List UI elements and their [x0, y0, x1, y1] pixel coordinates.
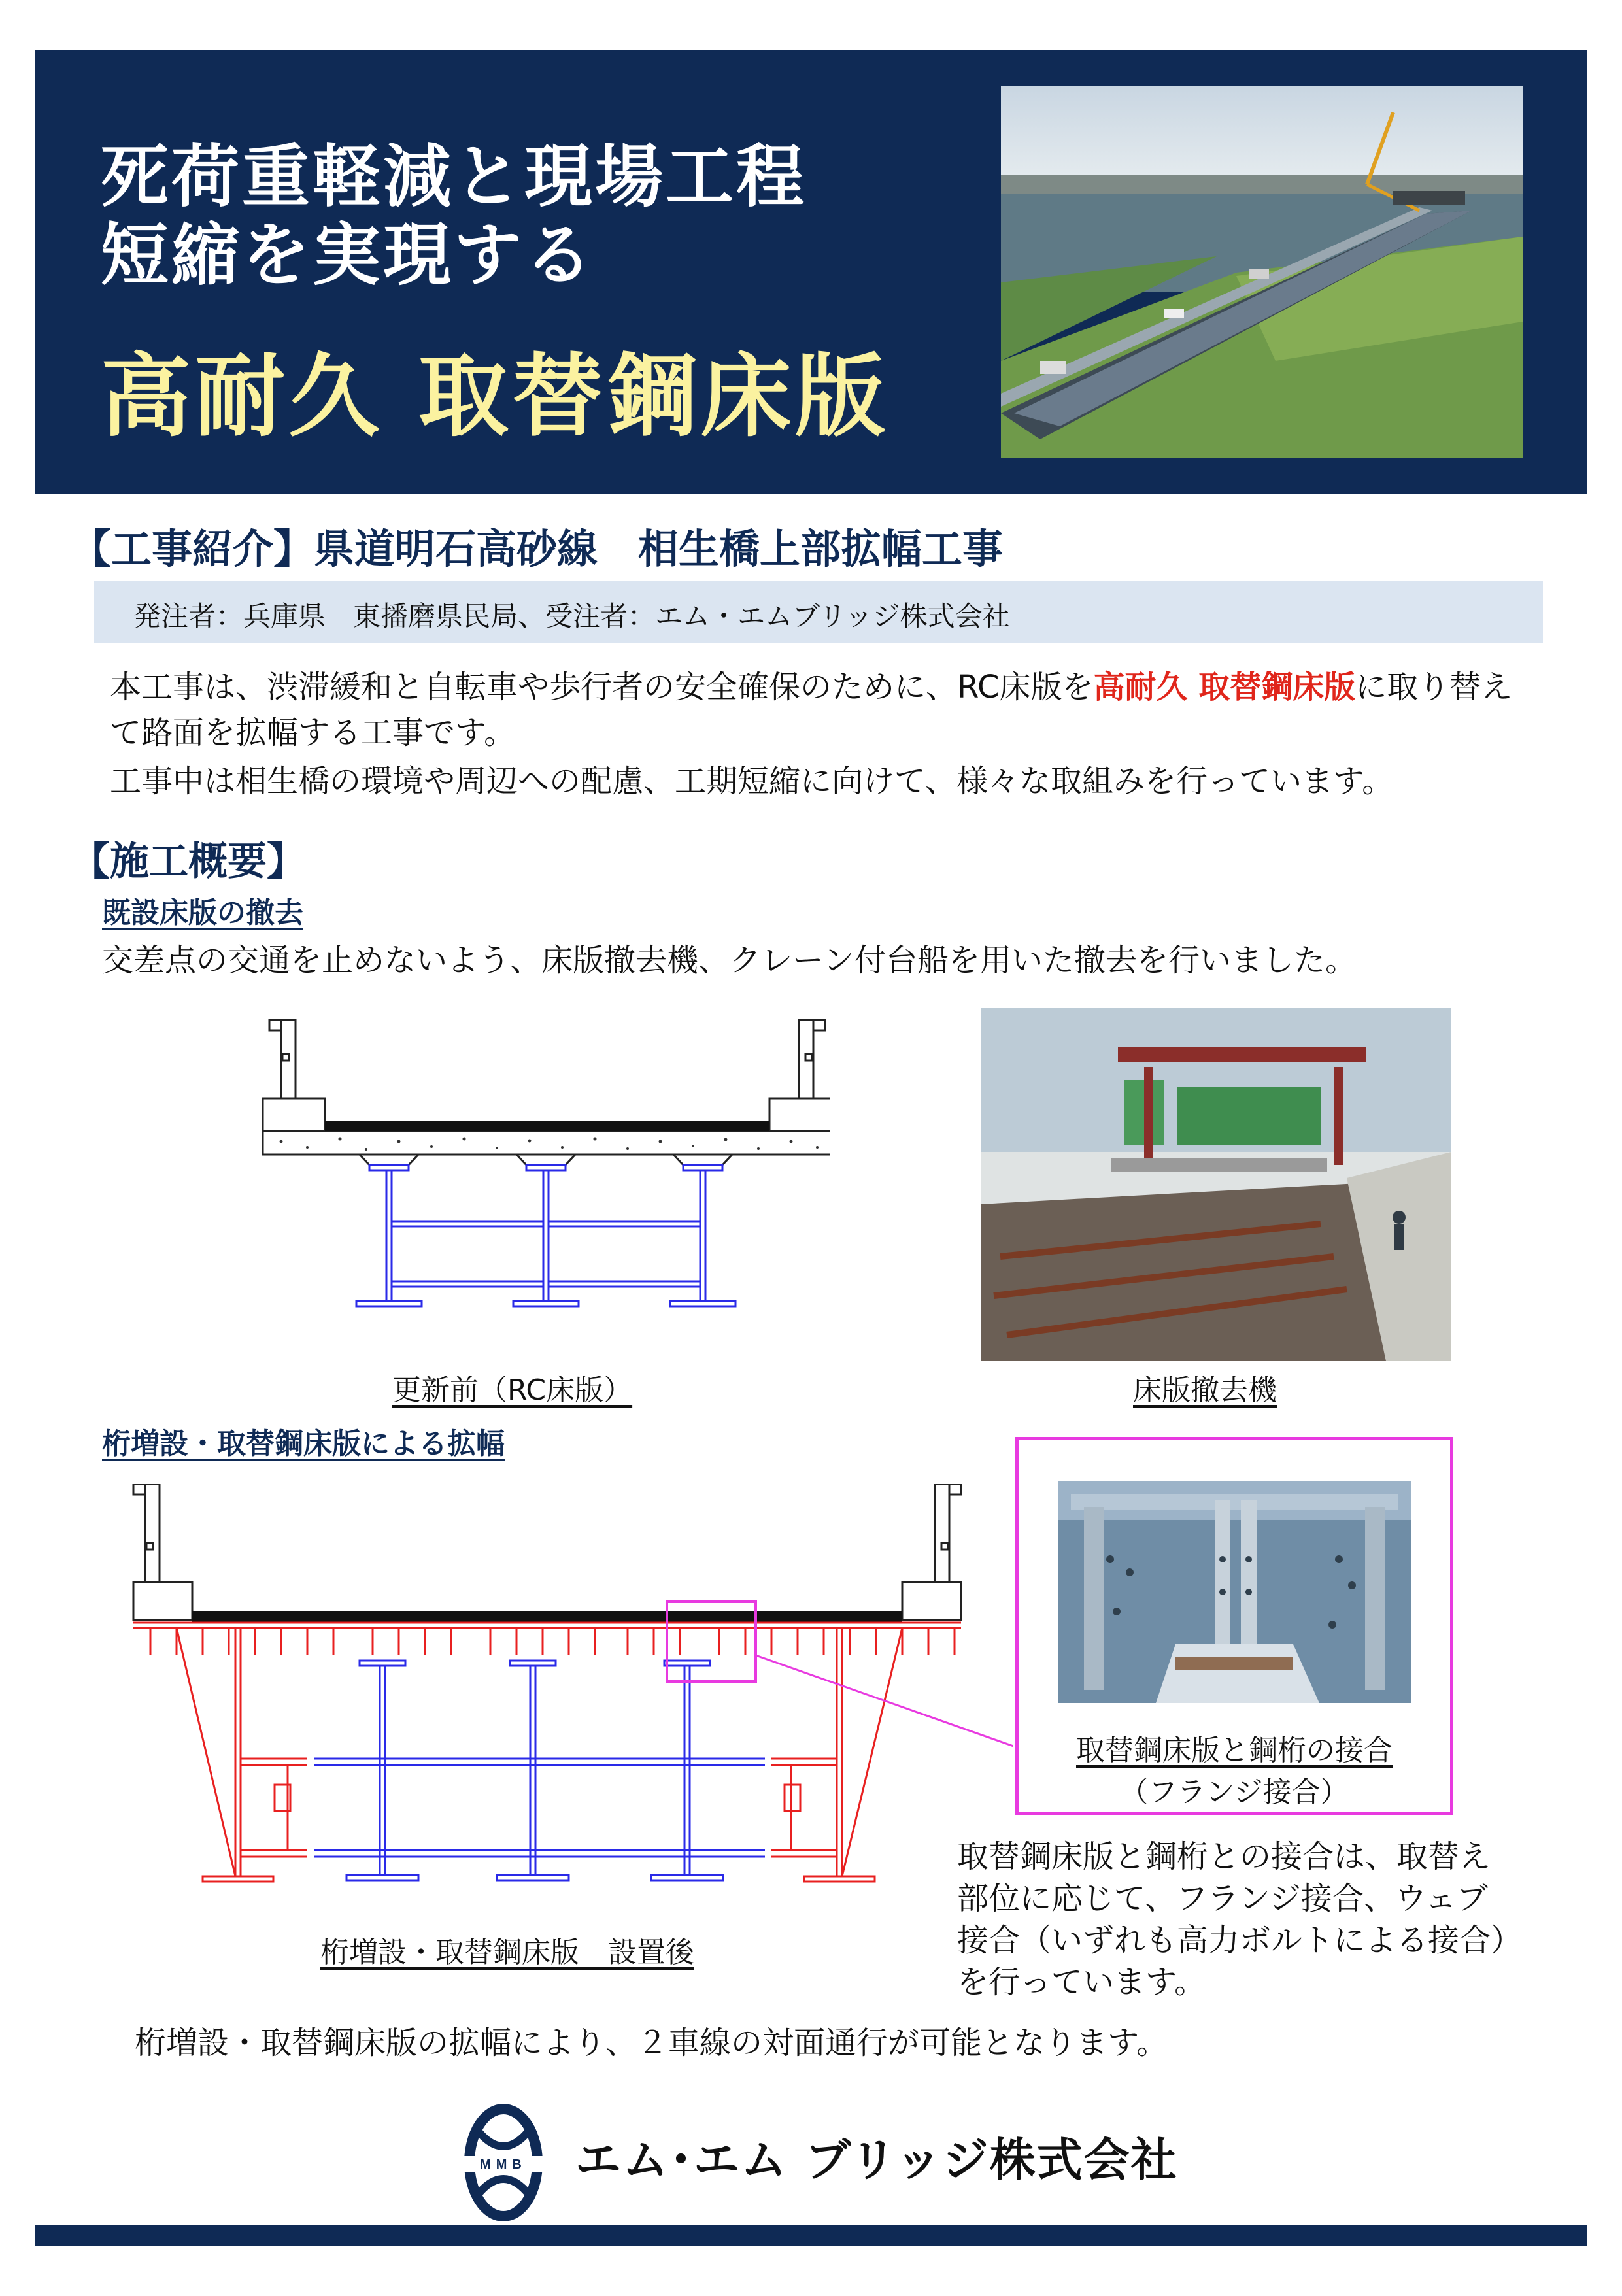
subsection-removal-text: 交差点の交通を止めないよう、床版撤去機、クレーン付台船を用いた撤去を行いました。 — [102, 942, 1357, 979]
header-title-line1: 死荷重軽減と現場工程 — [101, 137, 807, 216]
subsection-widening-title: 桁増設・取替鋼床版による拡幅 — [102, 1427, 505, 1460]
section-heading: 【施工概要】 — [71, 839, 306, 885]
flange-joint-caption: 取替鋼床版と鋼桁の接合 — [1076, 1734, 1393, 1767]
flange-joint-photo — [1058, 1481, 1411, 1703]
subsection-removal-title: 既設床版の撤去 — [102, 896, 303, 930]
header-title-line2: 短縮を実現する — [101, 215, 596, 295]
client-info-text: 発注者：兵庫県 東播磨県民局、受注者：エム・エムブリッジ株式会社 — [133, 600, 1010, 632]
deck-removal-machine-caption: 床版撤去機 — [1133, 1374, 1277, 1407]
intro-paragraph-1 — [110, 664, 1522, 756]
flange-joint-callout — [1015, 1437, 1453, 1815]
intro-paragraph-2: 工事中は相生橋の環境や周辺への配慮、工期短縮に向けて、様々な取組みを行っています。 — [110, 763, 1394, 800]
product-name: 高耐久 取替鋼床版 — [101, 344, 890, 449]
cross-section-before-diagram — [255, 1013, 830, 1347]
header-banner — [35, 50, 1587, 494]
project-title: 【工事紹介】県道明石高砂線 相生橋上部拡幅工事 — [71, 525, 1004, 573]
cross-section-after-diagram — [118, 1484, 1013, 1916]
joint-description: 取替鋼床版と鋼桁との接合は、取替え部位に応じて、フランジ接合、ウェブ接合（いずれも高力ボルトによる接合）を行っています。 — [957, 1838, 1507, 2001]
footer-bar — [35, 2225, 1587, 2246]
widening-summary: 桁増設・取替鋼床版の拡幅により、２車線の対面通行が可能となります。 — [135, 2025, 1168, 2061]
logo-letters: MMB — [480, 2157, 527, 2172]
intro-text-after: に取り替えて路面を拡幅する工事です。 — [110, 669, 1513, 751]
deck-removal-machine-photo — [981, 1008, 1451, 1361]
intro-product-highlight: 高耐久 取替鋼床版 — [1093, 669, 1356, 705]
flange-joint-subcaption: （フランジ接合） — [1119, 1776, 1349, 1809]
bridge-aerial-photo — [1001, 86, 1523, 458]
diagram-after-caption: 桁増設・取替鋼床版 設置後 — [320, 1936, 694, 1969]
client-info-bar — [94, 581, 1543, 643]
company-logo — [458, 2104, 549, 2221]
company-name: エム･エム ブリッジ株式会社 — [575, 2133, 1178, 2187]
intro-text-before: 本工事は、渋滞緩和と自転車や歩行者の安全確保のために、RC床版を — [110, 669, 1094, 705]
diagram-before-caption: 更新前（RC床版） — [392, 1374, 633, 1407]
